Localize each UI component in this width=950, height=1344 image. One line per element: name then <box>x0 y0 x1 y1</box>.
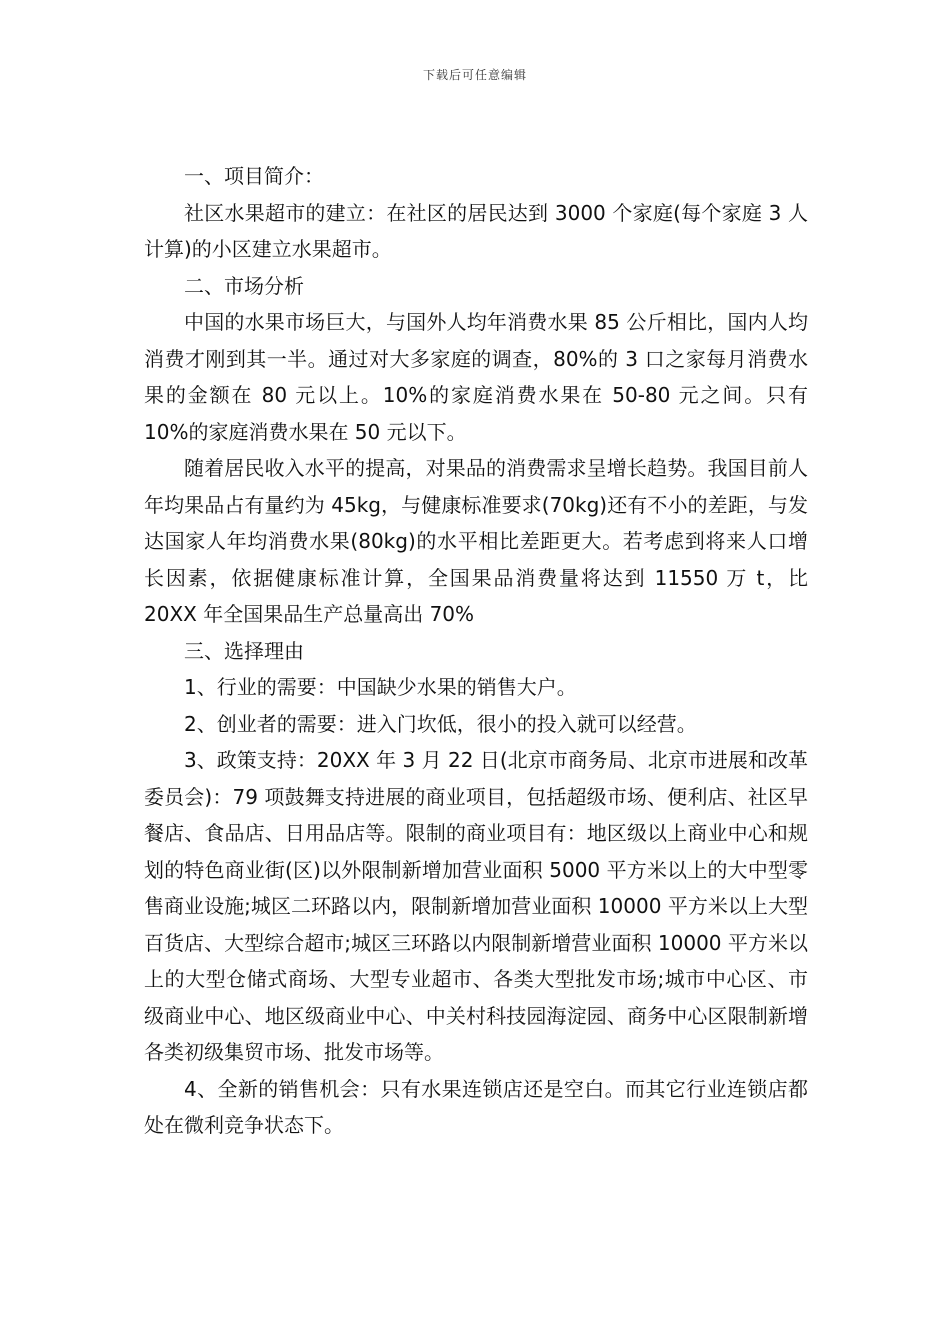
heading-project-intro: 一、项目简介： <box>184 164 324 188</box>
paragraph-demand-trend: 随着居民收入水平的提高，对果品的消费需求呈增长趋势。我国目前人年均果品占有量约为 45kg，与健康标准要求(70kg)还有不小的差距，与发达国家人年均消费水果(80kg)的水平相比差距更大。若考虑到将来人口增长因素，依据健康标准计算，全国果品消费量将达到 11550 万 t，比 20XX 年全国果品生产总量高出 70% <box>144 456 808 626</box>
document-body <box>144 158 808 1144</box>
heading-market-analysis: 二、市场分析 <box>184 273 304 298</box>
reason-policy-support: 3、政策支持：20XX 年 3 月 22 日(北京市商务局、北京市进展和改革委员会)：79 项鼓舞支持进展的商业项目，包括超级市场、便利店、社区早餐店、食品店、日用品店等。限制的商业项目有：地区级以上商业中心和规划的特色商业街(区)以外限制新增加营业面积 5000 平方米以上的大中型零售商业设施;城区二环路以内，限制新增加营业面积 10000 平方米以上大型百货店、大型综合超市;城区三环路以内限制新增营业面积 10000 平方米以上的大型仓储式商场、大型专业超市、各类大型批发市场;城市中心区、市级商业中心、地区级商业中心、中关村科技园海淀园、商务中心区限制新增各类初级集贸市场、批发市场等。 <box>144 748 808 1064</box>
reason-industry-need: 1、行业的需要：中国缺少水果的销售大户。 <box>184 675 577 699</box>
paragraph-establishment: 社区水果超市的建立：在社区的居民达到 3000 个家庭(每个家庭 3 人计算)的小区建立水果超市。 <box>144 200 808 261</box>
header-note: 下载后可任意编辑 <box>422 68 527 82</box>
reason-entrepreneur-need: 2、创业者的需要：进入门坎低，很小的投入就可以经营。 <box>184 711 697 736</box>
paragraph-market-size: 中国的水果市场巨大，与国外人均年消费水果 85 公斤相比，国内人均消费才刚到其一半。通过对大多家庭的调查，80%的 3 口之家每月消费水果的金额在 80 元以上。10%的家庭消费水果在 50-80 元之间。只有 10%的家庭消费水果在 50 元以下。 <box>144 310 808 444</box>
heading-selection-reasons: 三、选择理由 <box>184 638 304 663</box>
reason-sales-opportunity: 4、全新的销售机会：只有水果连锁店还是空白。而其它行业连锁店都处在微利竞争状态下。 <box>144 1076 808 1137</box>
